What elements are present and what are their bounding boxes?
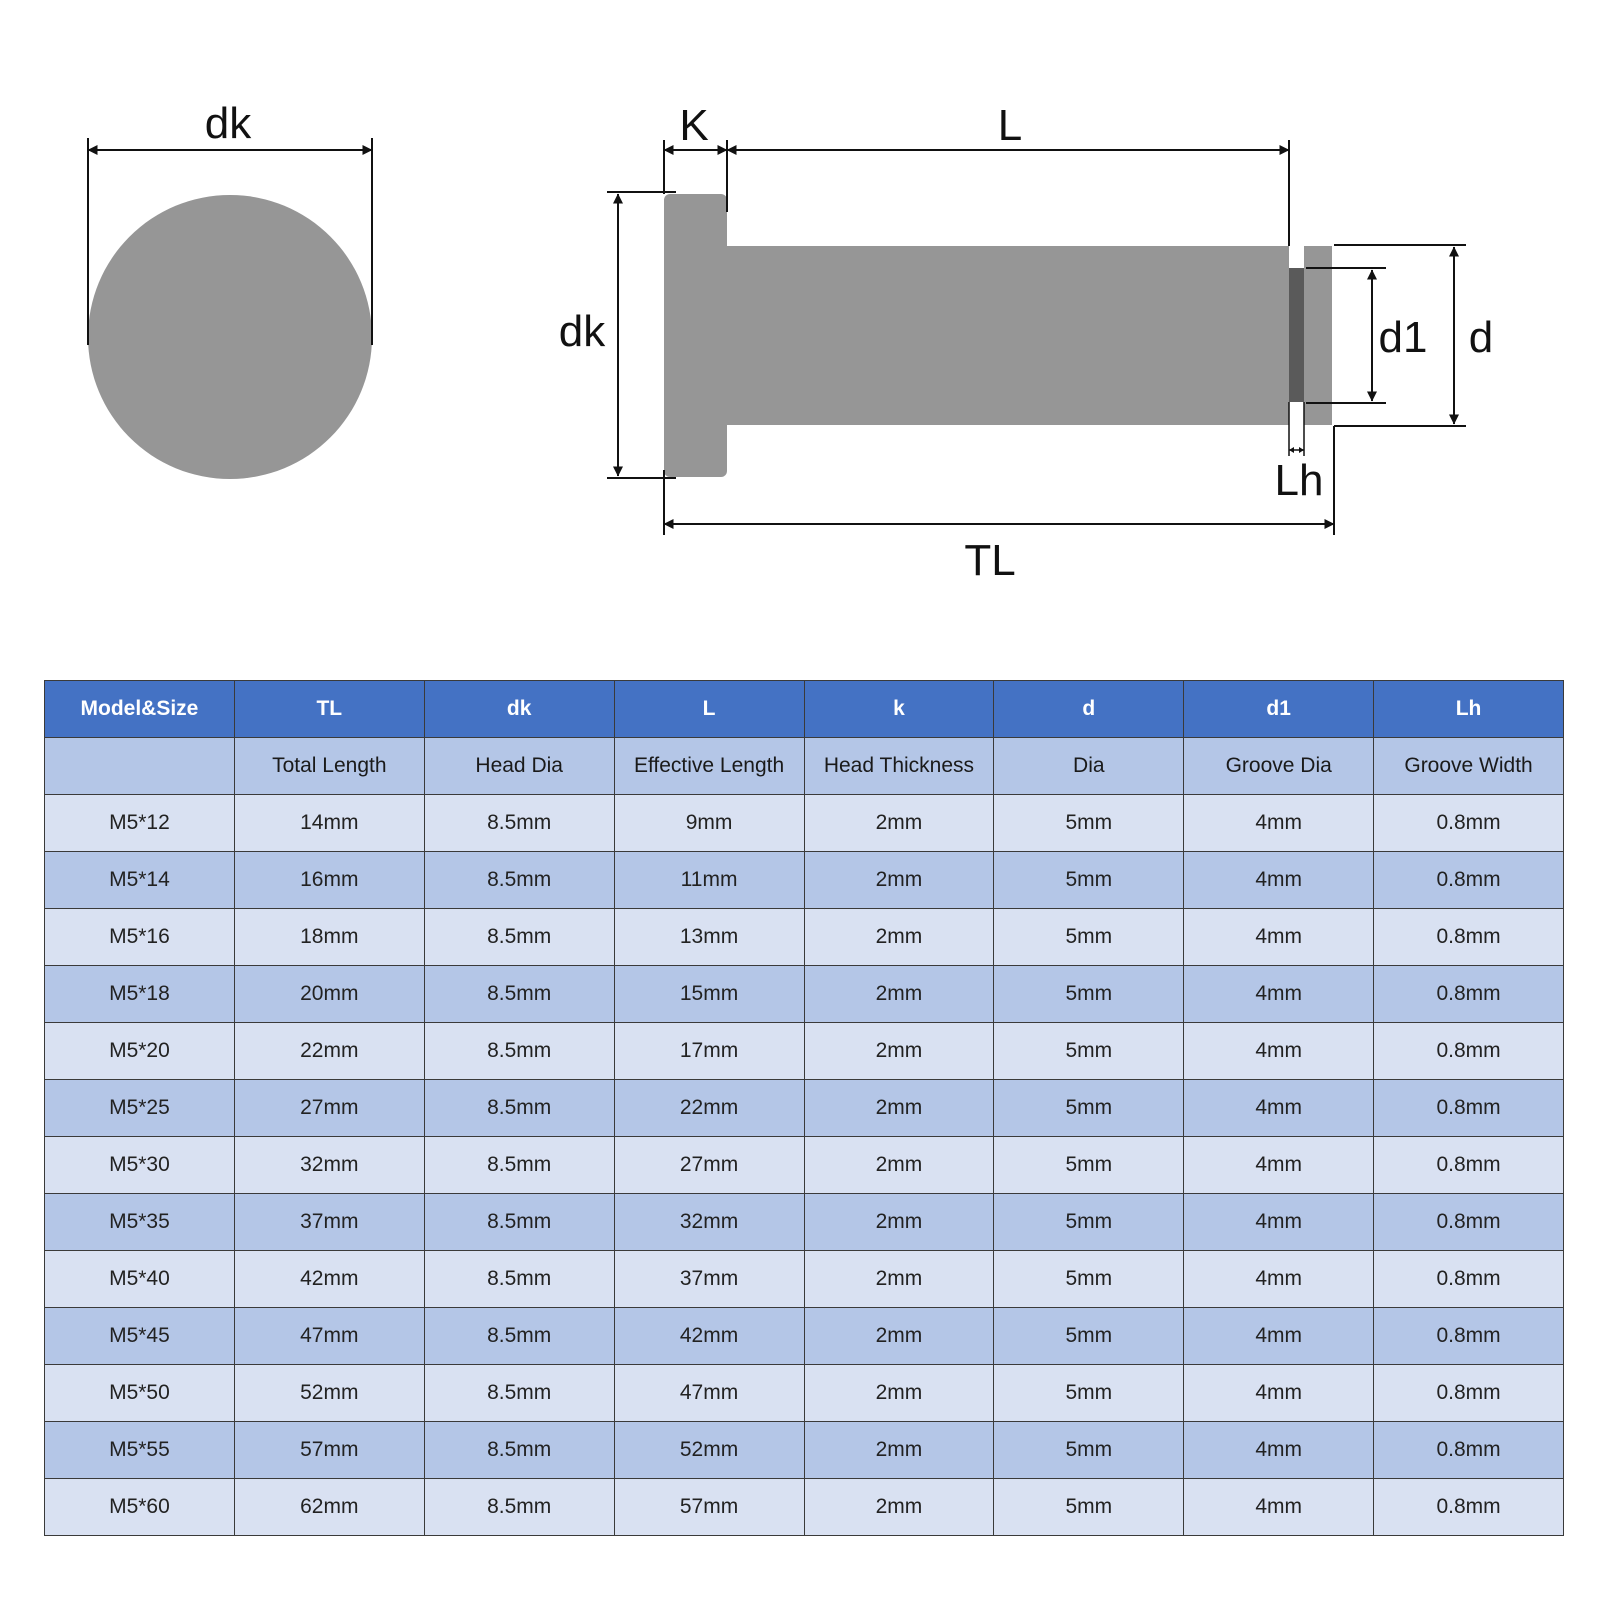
cell-l: 42mm (614, 1308, 804, 1365)
cell-dk: 8.5mm (424, 1137, 614, 1194)
table-row (45, 795, 1564, 852)
cell-dk: 8.5mm (424, 1023, 614, 1080)
cell-d1: 4mm (1184, 1023, 1374, 1080)
cell-model-size: M5*20 (45, 1023, 235, 1080)
cell-tl: 14mm (234, 795, 424, 852)
pin-groove (1289, 268, 1304, 402)
front-view (88, 99, 372, 479)
table-header-row (45, 681, 1564, 738)
table-row (45, 1308, 1564, 1365)
cell-d1: 4mm (1184, 795, 1374, 852)
table-row (45, 1479, 1564, 1536)
header-k: k (804, 681, 994, 738)
cell-dk: 8.5mm (424, 795, 614, 852)
dk-label-top: dk (204, 99, 252, 148)
cell-d: 5mm (994, 1422, 1184, 1479)
cell-l: 37mm (614, 1251, 804, 1308)
pin-shank (725, 246, 1289, 425)
cell-k: 2mm (804, 909, 994, 966)
cell-lh: 0.8mm (1374, 966, 1564, 1023)
cell-lh: 0.8mm (1374, 1251, 1564, 1308)
cell-lh: 0.8mm (1374, 1023, 1564, 1080)
cell-tl: 37mm (234, 1194, 424, 1251)
table-row (45, 1194, 1564, 1251)
cell-dk: 8.5mm (424, 1308, 614, 1365)
header-d1: d1 (1184, 681, 1374, 738)
table-subheader-row (45, 738, 1564, 795)
cell-tl: 27mm (234, 1080, 424, 1137)
cell-l: 13mm (614, 909, 804, 966)
cell-l: 9mm (614, 795, 804, 852)
cell-lh: 0.8mm (1374, 909, 1564, 966)
cell-model-size: M5*12 (45, 795, 235, 852)
pin-dimension-diagram (0, 0, 1600, 640)
cell-dk: 8.5mm (424, 852, 614, 909)
d-label: d (1468, 313, 1494, 362)
cell-tl: 32mm (234, 1137, 424, 1194)
table-body (45, 795, 1564, 1536)
cell-d1: 4mm (1184, 1422, 1374, 1479)
cell-lh: 0.8mm (1374, 1365, 1564, 1422)
subheader-groove-dia: Groove Dia (1184, 738, 1374, 795)
cell-dk: 8.5mm (424, 966, 614, 1023)
header-l: L (614, 681, 804, 738)
cell-d1: 4mm (1184, 1080, 1374, 1137)
cell-l: 11mm (614, 852, 804, 909)
cell-tl: 18mm (234, 909, 424, 966)
cell-lh: 0.8mm (1374, 852, 1564, 909)
cell-tl: 16mm (234, 852, 424, 909)
subheader-head-dia: Head Dia (424, 738, 614, 795)
cell-model-size: M5*35 (45, 1194, 235, 1251)
cell-k: 2mm (804, 1137, 994, 1194)
cell-lh: 0.8mm (1374, 1479, 1564, 1536)
cell-lh: 0.8mm (1374, 1137, 1564, 1194)
table-row (45, 1080, 1564, 1137)
cell-model-size: M5*50 (45, 1365, 235, 1422)
cell-d: 5mm (994, 1080, 1184, 1137)
pin-head (664, 194, 727, 477)
cell-d: 5mm (994, 1194, 1184, 1251)
table-row (45, 1365, 1564, 1422)
cell-tl: 52mm (234, 1365, 424, 1422)
cell-d1: 4mm (1184, 909, 1374, 966)
table-row (45, 1422, 1564, 1479)
cell-tl: 42mm (234, 1251, 424, 1308)
cell-d1: 4mm (1184, 1251, 1374, 1308)
cell-dk: 8.5mm (424, 909, 614, 966)
subheader-model-size (45, 738, 235, 795)
cell-l: 52mm (614, 1422, 804, 1479)
cell-d1: 4mm (1184, 852, 1374, 909)
cell-lh: 0.8mm (1374, 795, 1564, 852)
cell-model-size: M5*40 (45, 1251, 235, 1308)
cell-k: 2mm (804, 795, 994, 852)
l-label: L (997, 101, 1023, 150)
header-dk: dk (424, 681, 614, 738)
cell-tl: 47mm (234, 1308, 424, 1365)
cell-d1: 4mm (1184, 1479, 1374, 1536)
side-view (559, 101, 1493, 585)
d1-label: d1 (1378, 313, 1428, 362)
header-tl: TL (234, 681, 424, 738)
subheader-dia: Dia (994, 738, 1184, 795)
cell-l: 32mm (614, 1194, 804, 1251)
cell-lh: 0.8mm (1374, 1194, 1564, 1251)
subheader-effective-length: Effective Length (614, 738, 804, 795)
table-row (45, 1251, 1564, 1308)
table-row (45, 909, 1564, 966)
cell-k: 2mm (804, 1023, 994, 1080)
table-row (45, 1137, 1564, 1194)
cell-l: 17mm (614, 1023, 804, 1080)
subheader-groove-width: Groove Width (1374, 738, 1564, 795)
cell-model-size: M5*16 (45, 909, 235, 966)
cell-k: 2mm (804, 1365, 994, 1422)
cell-d: 5mm (994, 795, 1184, 852)
cell-k: 2mm (804, 1422, 994, 1479)
cell-d1: 4mm (1184, 1137, 1374, 1194)
cell-d: 5mm (994, 1023, 1184, 1080)
cell-dk: 8.5mm (424, 1251, 614, 1308)
cell-d: 5mm (994, 1308, 1184, 1365)
cell-d1: 4mm (1184, 1194, 1374, 1251)
cell-k: 2mm (804, 852, 994, 909)
size-spec-table (44, 680, 1564, 1536)
cell-d: 5mm (994, 1137, 1184, 1194)
cell-d1: 4mm (1184, 1365, 1374, 1422)
cell-d: 5mm (994, 966, 1184, 1023)
k-label: K (679, 101, 709, 150)
cell-k: 2mm (804, 966, 994, 1023)
cell-dk: 8.5mm (424, 1080, 614, 1137)
dk-label-side: dk (558, 307, 606, 356)
cell-lh: 0.8mm (1374, 1308, 1564, 1365)
subheader-head-thickness: Head Thickness (804, 738, 994, 795)
cell-dk: 8.5mm (424, 1365, 614, 1422)
head-circle (88, 195, 372, 479)
cell-lh: 0.8mm (1374, 1080, 1564, 1137)
header-lh: Lh (1374, 681, 1564, 738)
cell-dk: 8.5mm (424, 1194, 614, 1251)
cell-model-size: M5*55 (45, 1422, 235, 1479)
cell-l: 22mm (614, 1080, 804, 1137)
cell-model-size: M5*18 (45, 966, 235, 1023)
cell-d: 5mm (994, 1365, 1184, 1422)
table-row (45, 852, 1564, 909)
cell-d1: 4mm (1184, 966, 1374, 1023)
cell-lh: 0.8mm (1374, 1422, 1564, 1479)
cell-l: 27mm (614, 1137, 804, 1194)
cell-tl: 57mm (234, 1422, 424, 1479)
cell-model-size: M5*30 (45, 1137, 235, 1194)
cell-tl: 62mm (234, 1479, 424, 1536)
cell-l: 15mm (614, 966, 804, 1023)
header-model-size: Model&Size (45, 681, 235, 738)
cell-d: 5mm (994, 1251, 1184, 1308)
cell-d1: 4mm (1184, 1308, 1374, 1365)
cell-model-size: M5*45 (45, 1308, 235, 1365)
cell-model-size: M5*25 (45, 1080, 235, 1137)
cell-tl: 22mm (234, 1023, 424, 1080)
pin-end (1304, 246, 1332, 425)
cell-dk: 8.5mm (424, 1422, 614, 1479)
cell-k: 2mm (804, 1479, 994, 1536)
cell-k: 2mm (804, 1194, 994, 1251)
cell-dk: 8.5mm (424, 1479, 614, 1536)
cell-d: 5mm (994, 1479, 1184, 1536)
lh-label: Lh (1274, 456, 1324, 505)
table-row (45, 1023, 1564, 1080)
subheader-total-length: Total Length (234, 738, 424, 795)
cell-l: 47mm (614, 1365, 804, 1422)
cell-tl: 20mm (234, 966, 424, 1023)
cell-k: 2mm (804, 1251, 994, 1308)
cell-model-size: M5*14 (45, 852, 235, 909)
header-d: d (994, 681, 1184, 738)
cell-d: 5mm (994, 852, 1184, 909)
cell-model-size: M5*60 (45, 1479, 235, 1536)
cell-k: 2mm (804, 1080, 994, 1137)
cell-d: 5mm (994, 909, 1184, 966)
cell-l: 57mm (614, 1479, 804, 1536)
table-row (45, 966, 1564, 1023)
tl-label: TL (964, 536, 1016, 585)
cell-k: 2mm (804, 1308, 994, 1365)
